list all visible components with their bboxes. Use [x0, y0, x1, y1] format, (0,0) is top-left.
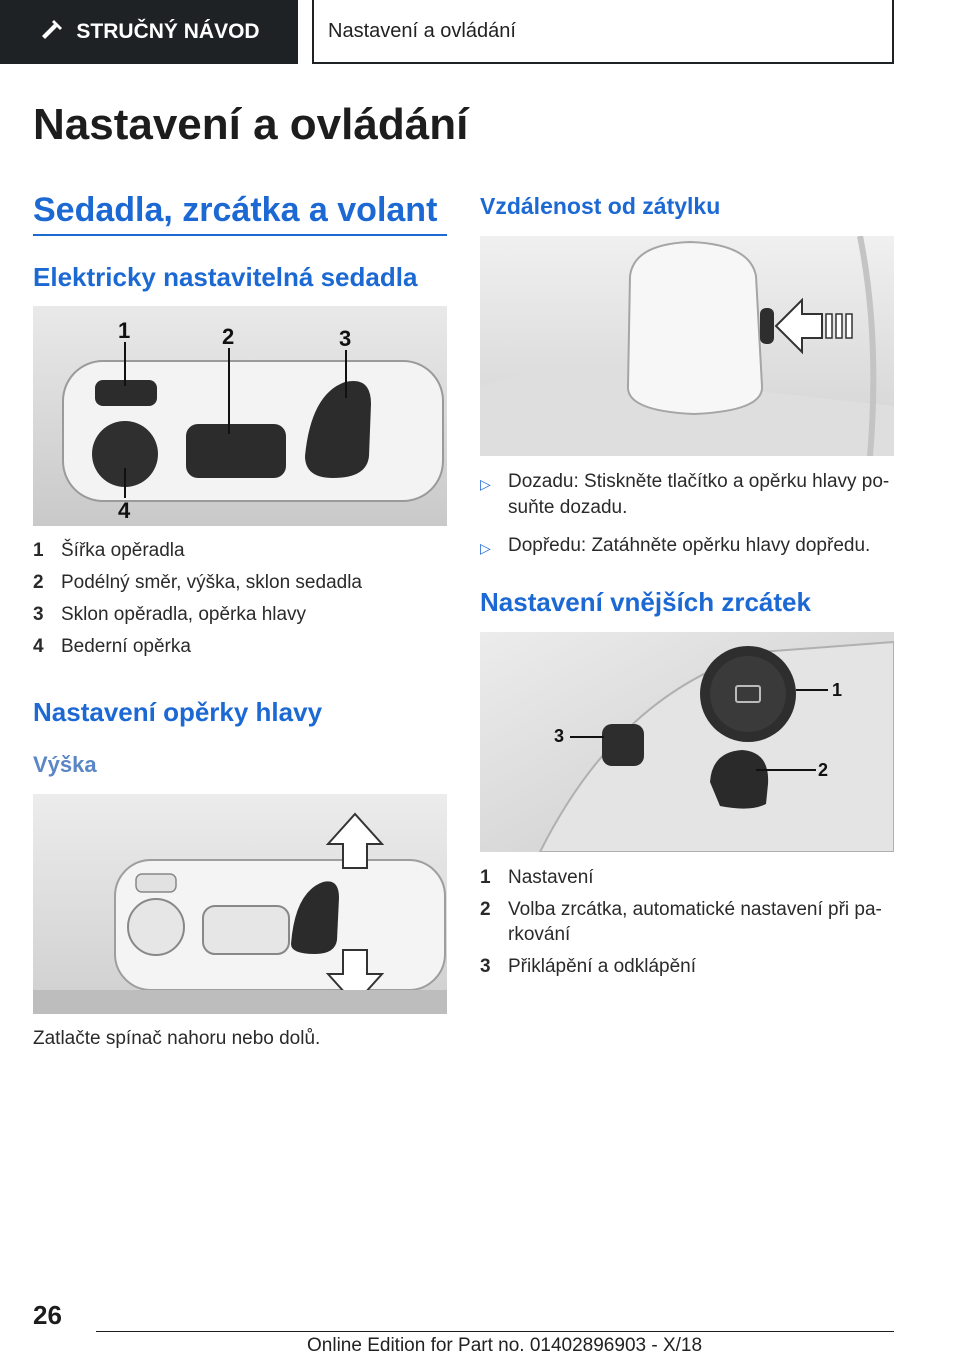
- mirror-controls-figure: [480, 632, 894, 852]
- mirror-callout-3: 3: [554, 726, 565, 746]
- list-item: 3 Přiklápění a odklápění: [480, 956, 697, 977]
- tools-icon: [38, 18, 66, 46]
- header-tab[interactable]: [0, 0, 298, 64]
- seat-legend: [33, 538, 447, 659]
- headrest-distance-figure: [480, 236, 894, 456]
- heading-distance: Vzdálenost od zátylku: [480, 193, 721, 219]
- page-title: Nastavení a ovládání: [33, 100, 469, 149]
- footer-rule: [96, 1331, 894, 1332]
- list-item: 4 Bederní opěrka: [33, 636, 191, 657]
- footer-edition: Online Edition for Part no. 01402896903 - X/18: [307, 1335, 703, 1356]
- section-rule: [33, 234, 447, 236]
- list-item: 2 Podélný směr, výška, sklon sedadla: [33, 572, 362, 593]
- header-tab-label: STRUČNÝ NÁVOD: [76, 20, 260, 43]
- seat-controls-figure: [33, 306, 447, 526]
- page-number: 26: [33, 1300, 62, 1330]
- seat-callout-1: 1: [118, 318, 131, 343]
- subheading-height: Výška: [33, 752, 97, 777]
- heading-mirrors: Nastavení vnějších zrcátek: [480, 587, 811, 617]
- list-item: ▷ Dozadu: Stiskněte tlačítko a opěrku hlavy po- suňte dozadu.: [480, 469, 894, 521]
- seat-callout-4: 4: [118, 498, 131, 523]
- headrest-height-figure: [33, 794, 447, 1014]
- mirror-legend: [480, 865, 894, 979]
- list-item: ▷ Dopředu: Zatáhněte opěrku hlavy dopředu.: [480, 533, 894, 561]
- distance-list: [480, 469, 894, 561]
- list-item: 2 Volba zrcátka, automatické nastavení při pa- rkování: [480, 899, 882, 945]
- header-section: [312, 0, 894, 64]
- heading-seats: Elektricky nastavitelná sedadla: [33, 262, 418, 292]
- triangle-bullet-icon: ▷: [480, 540, 491, 556]
- section-title: Sedadla, zrcátka a volant: [33, 191, 438, 229]
- heading-headrest: Nastavení opěrky hlavy: [33, 697, 323, 727]
- list-item: 3 Sklon opěradla, opěrka hlavy: [33, 604, 307, 625]
- triangle-bullet-icon: ▷: [480, 476, 491, 492]
- header-section-label: Nastavení a ovládání: [328, 19, 516, 42]
- list-item: 1 Nastavení: [480, 867, 594, 888]
- mirror-callout-2: 2: [818, 760, 829, 780]
- height-caption: Zatlačte spínač nahoru nebo dolů.: [33, 1028, 321, 1049]
- seat-callout-2: 2: [222, 324, 235, 349]
- seat-callout-3: 3: [339, 326, 352, 351]
- mirror-callout-1: 1: [832, 680, 843, 700]
- list-item: 1 Šířka opěradla: [33, 540, 185, 561]
